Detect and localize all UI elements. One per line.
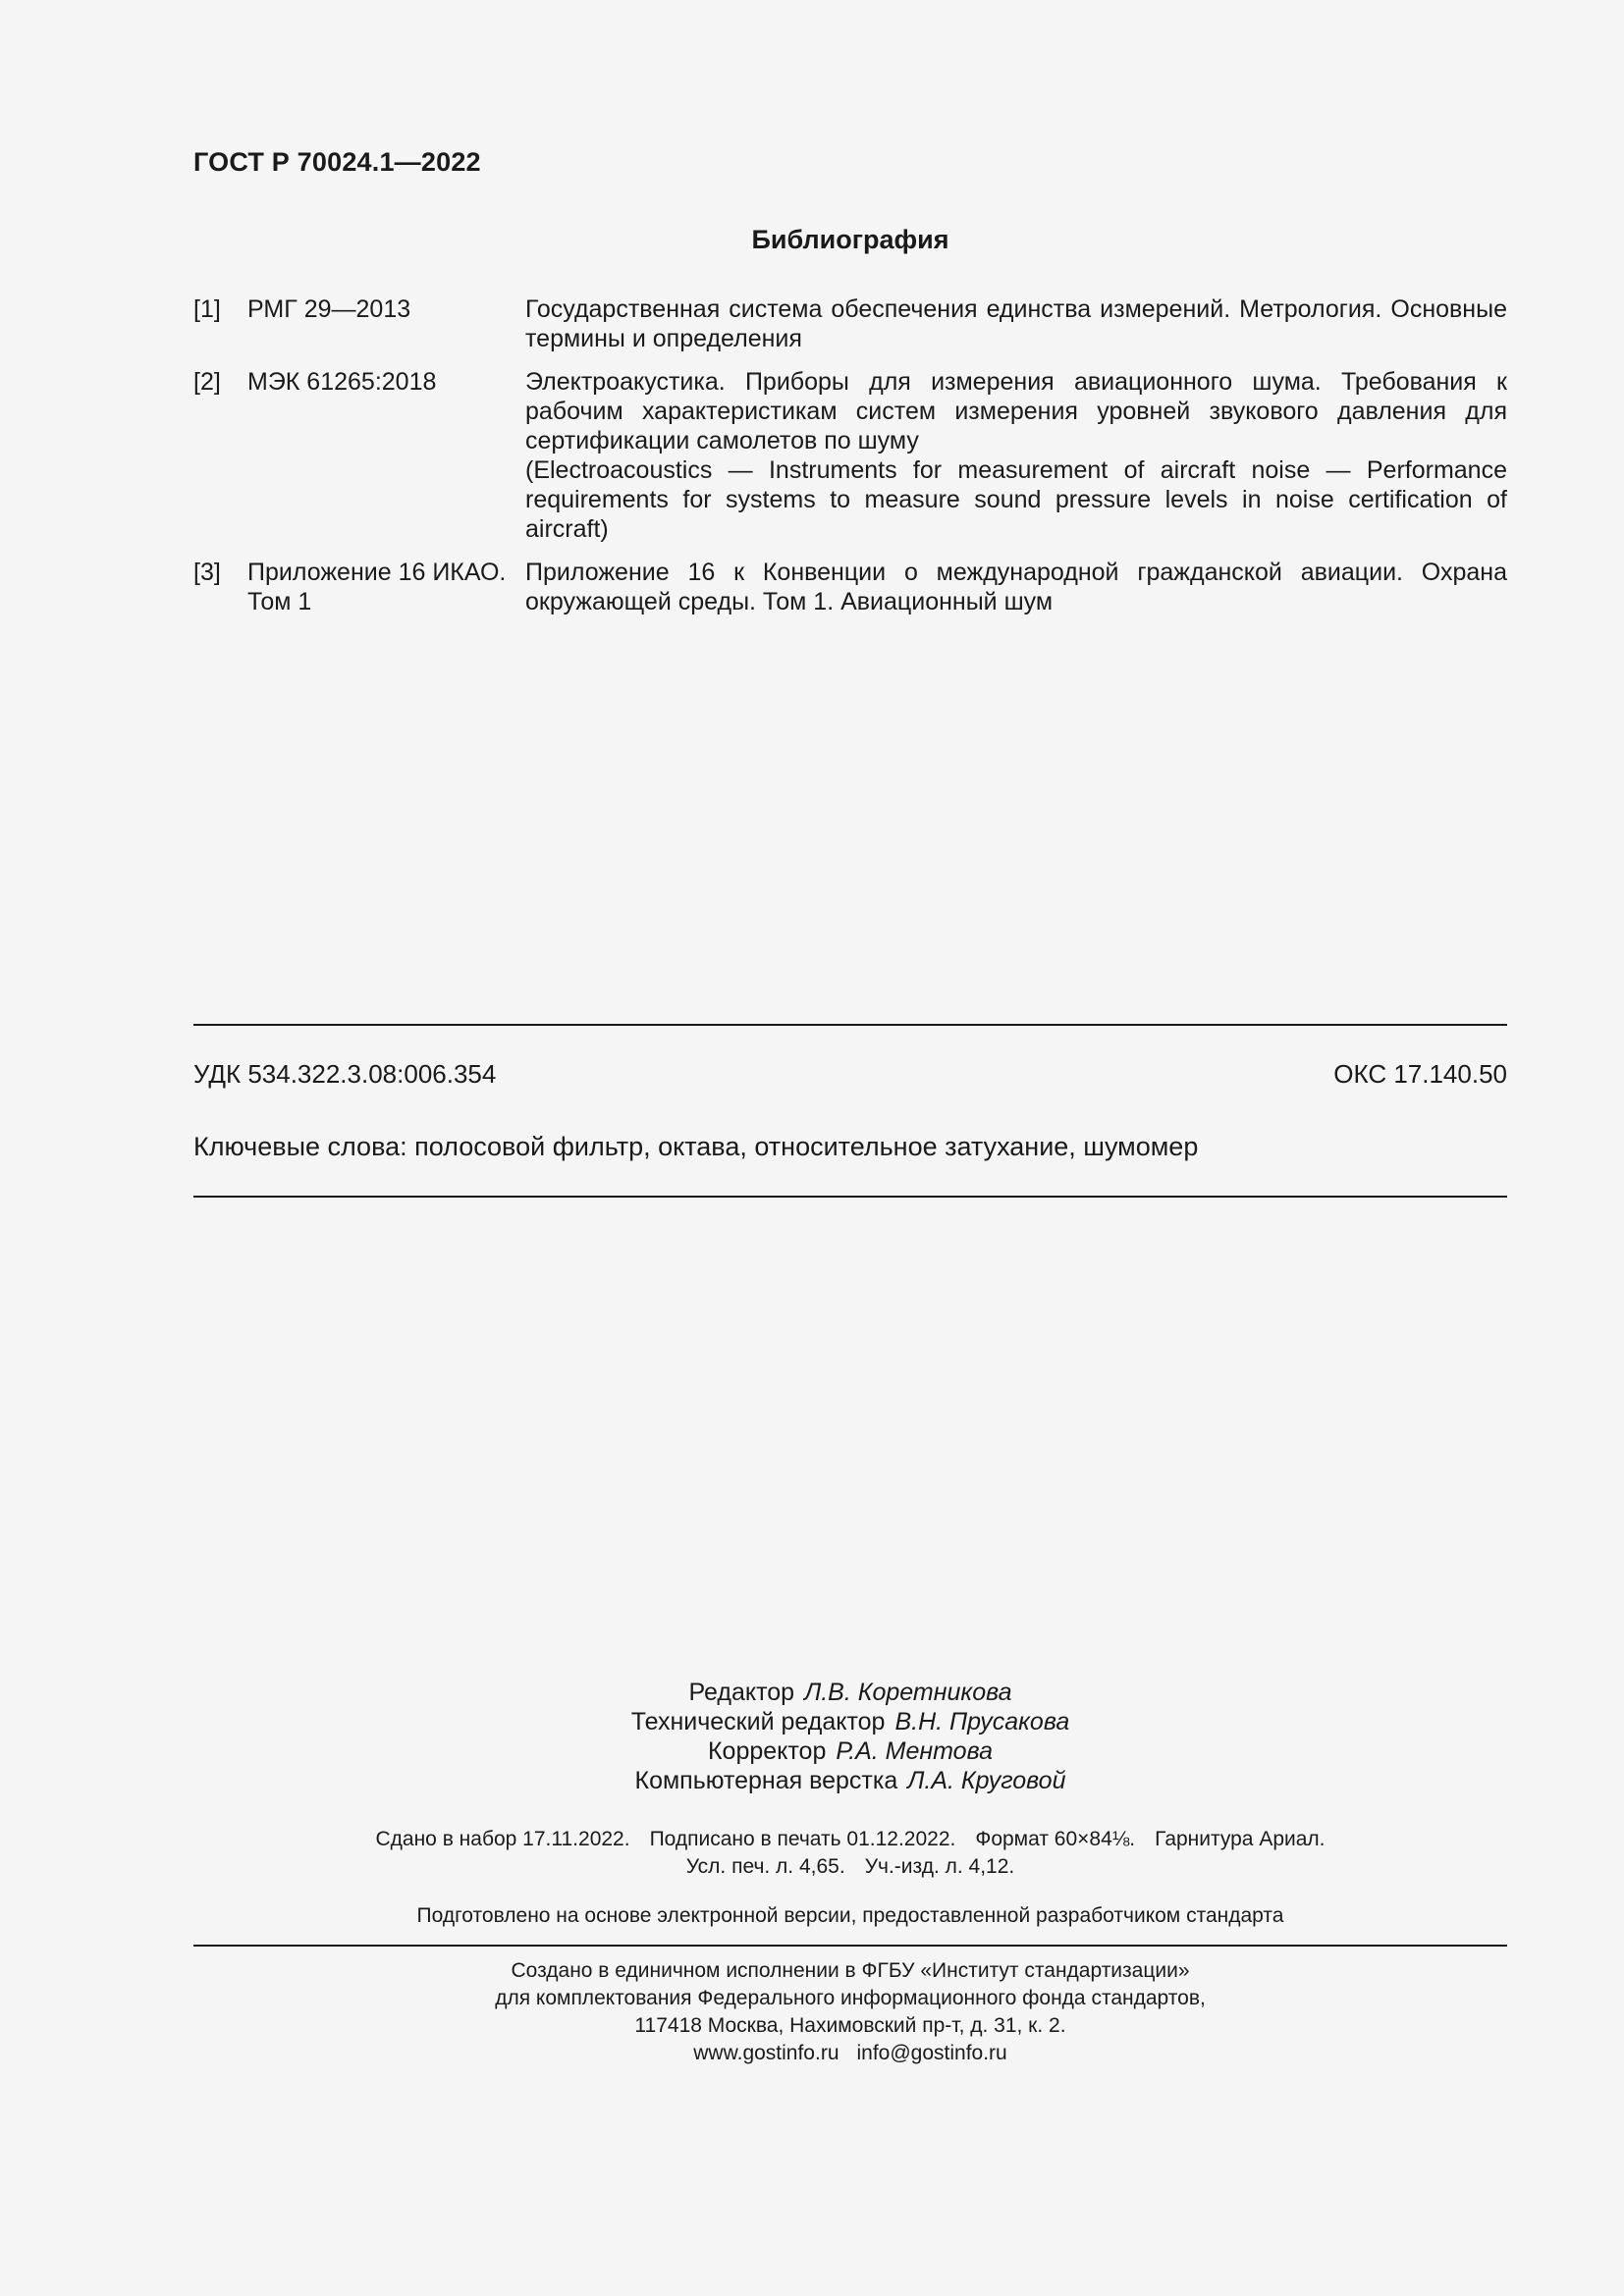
entry-description xyxy=(525,367,1507,544)
editorial-staff xyxy=(193,1678,1507,1795)
publisher-line: для комплектования Федерального информационного фонда стандартов, xyxy=(495,1987,1206,2009)
publisher-info xyxy=(193,1957,1507,2067)
entry-description-text: Государственная система обеспечения единства измерений. Метрология. Основные термины и определения xyxy=(525,295,1507,352)
bibliography-entry xyxy=(193,558,1507,616)
divider-bottom xyxy=(193,1945,1507,1947)
print-info-line xyxy=(193,1826,1507,1853)
udk-code: УДК 534.322.3.08:006.354 xyxy=(193,1059,497,1089)
staff-name: Л.А. Круговой xyxy=(907,1767,1066,1794)
entry-reference-line: РМГ 29—2013 xyxy=(247,295,411,323)
typeface: Гарнитура Ариал. xyxy=(1155,1828,1326,1850)
staff-name: Л.В. Коретникова xyxy=(804,1679,1012,1706)
entry-reference-line: Приложение 16 ИКАО. xyxy=(247,559,507,586)
website-link[interactable]: www.gostinfo.ru xyxy=(693,2042,839,2064)
publisher-line: Создано в единичном исполнении в ФГБУ «Институт стандартизации» xyxy=(511,1959,1190,1982)
entry-description xyxy=(525,294,1507,353)
staff-role: Редактор xyxy=(688,1679,795,1706)
staff-line xyxy=(193,1678,1507,1707)
document-code: ГОСТ Р 70024.1—2022 xyxy=(193,147,481,177)
bibliography-title: Библиография xyxy=(751,225,949,254)
print-info-line xyxy=(193,1853,1507,1881)
divider-top xyxy=(193,1024,1507,1026)
submitted-date: Сдано в набор 17.11.2022. xyxy=(375,1828,630,1850)
entry-number: [2] xyxy=(193,368,221,396)
staff-line xyxy=(193,1707,1507,1736)
staff-name: Р.А. Ментова xyxy=(836,1737,993,1765)
oks-code: ОКС 17.140.50 xyxy=(1333,1059,1507,1089)
print-info xyxy=(193,1826,1507,1881)
entry-reference xyxy=(247,294,532,324)
keywords: Ключевые слова: полосовой фильтр, октава, относительное затухание, шумомер xyxy=(193,1132,1199,1161)
entry-reference-line: МЭК 61265:2018 xyxy=(247,368,437,396)
entry-description-english: (Electroacoustics — Instruments for measurement of aircraft noise — Performance requirements for systems to measure sound pressure levels in noise certification of aircraft) xyxy=(525,456,1507,543)
entry-description-text: Электроакустика. Приборы для измерения авиационного шума. Требования к рабочим характеристикам систем измерения уровней звукового давления для сертификации самолетов по шуму xyxy=(525,368,1507,454)
entry-description-text: Приложение 16 к Конвенции о международной гражданской авиации. Охрана окружающей среды. Том 1. Авиационный шум xyxy=(525,559,1507,615)
staff-role: Технический редактор xyxy=(630,1708,886,1735)
bibliography-entry xyxy=(193,294,1507,353)
staff-role: Корректор xyxy=(707,1737,827,1765)
divider-middle xyxy=(193,1196,1507,1198)
publication-sheets: Уч.-изд. л. 4,12. xyxy=(864,1855,1015,1878)
publisher-line: 117418 Москва, Нахимовский пр-т, д. 31, к. 2. xyxy=(634,2014,1066,2037)
staff-line xyxy=(193,1766,1507,1795)
entry-reference-line: Том 1 xyxy=(247,588,312,615)
signed-date: Подписано в печать 01.12.2022. xyxy=(649,1828,956,1850)
entry-reference xyxy=(247,367,532,397)
staff-name: В.Н. Прусакова xyxy=(894,1708,1070,1735)
staff-line xyxy=(193,1736,1507,1766)
publisher-contacts xyxy=(193,2040,1507,2067)
bibliography-list xyxy=(193,294,1507,630)
entry-description xyxy=(525,558,1507,616)
entry-number: [3] xyxy=(193,559,221,586)
staff-role: Компьютерная верстка xyxy=(634,1767,898,1794)
paper-format: Формат 60×84⅛. xyxy=(975,1828,1136,1850)
email-link[interactable]: info@gostinfo.ru xyxy=(856,2042,1007,2064)
print-sheets: Усл. печ. л. 4,65. xyxy=(685,1855,845,1878)
entry-reference xyxy=(247,558,532,616)
entry-number: [1] xyxy=(193,295,221,323)
bibliography-entry xyxy=(193,367,1507,544)
prepared-note: Подготовлено на основе электронной версии, предоставленной разработчиком стандарта xyxy=(416,1904,1284,1927)
